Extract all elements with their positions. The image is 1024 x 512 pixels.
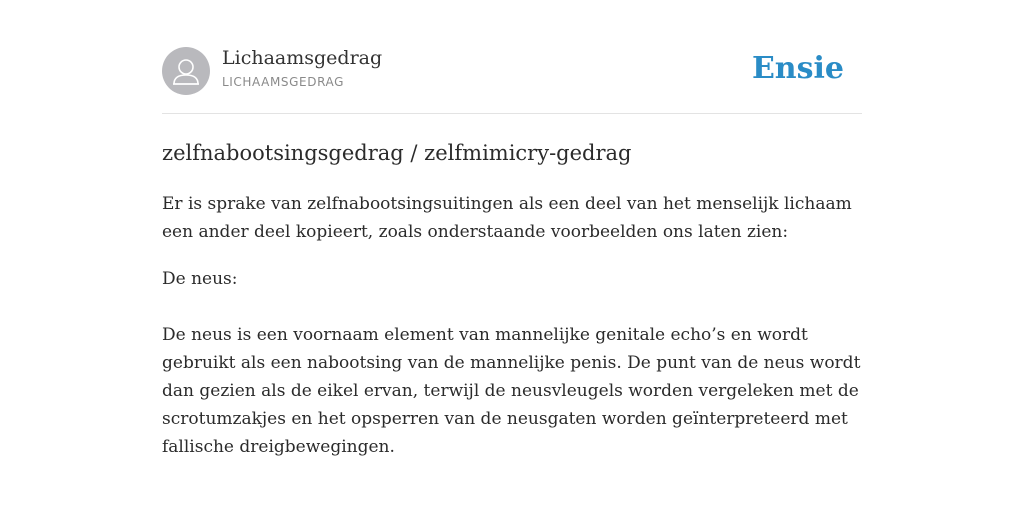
- body-paragraph: De neus is een voornaam element van mannelijke genitale echo’s en wordt gebruikt als een nabootsing van de mannelijke penis. De punt van de neus wordt dan gezien als de eikel ervan, terwijl de neusvleugels worden vergeleken met de scrotumzakjes en het opsperren van de neusgaten worden geïnterpreteerd met fallische dreigbewegingen.: [162, 325, 861, 457]
- entry-header: [162, 47, 862, 114]
- author-avatar[interactable]: [162, 47, 210, 95]
- body-paragraph: Er is sprake van zelfnabootsingsuitingen als een deel van het menselijk lichaam een ander deel kopieert, zoals onderstaande voorbeelden ons laten zien:: [162, 194, 852, 242]
- brand-logo[interactable]: Ensie: [751, 51, 844, 86]
- entry-title: zelfnabootsingsgedrag / zelfmimicry-gedrag: [162, 141, 632, 165]
- entry-body: [162, 190, 862, 461]
- body-paragraph: De neus:: [162, 269, 238, 289]
- author-subtitle[interactable]: LICHAAMSGEDRAG: [222, 75, 345, 89]
- user-icon: [162, 47, 210, 95]
- author-name-link[interactable]: Lichaamsgedrag: [222, 47, 383, 69]
